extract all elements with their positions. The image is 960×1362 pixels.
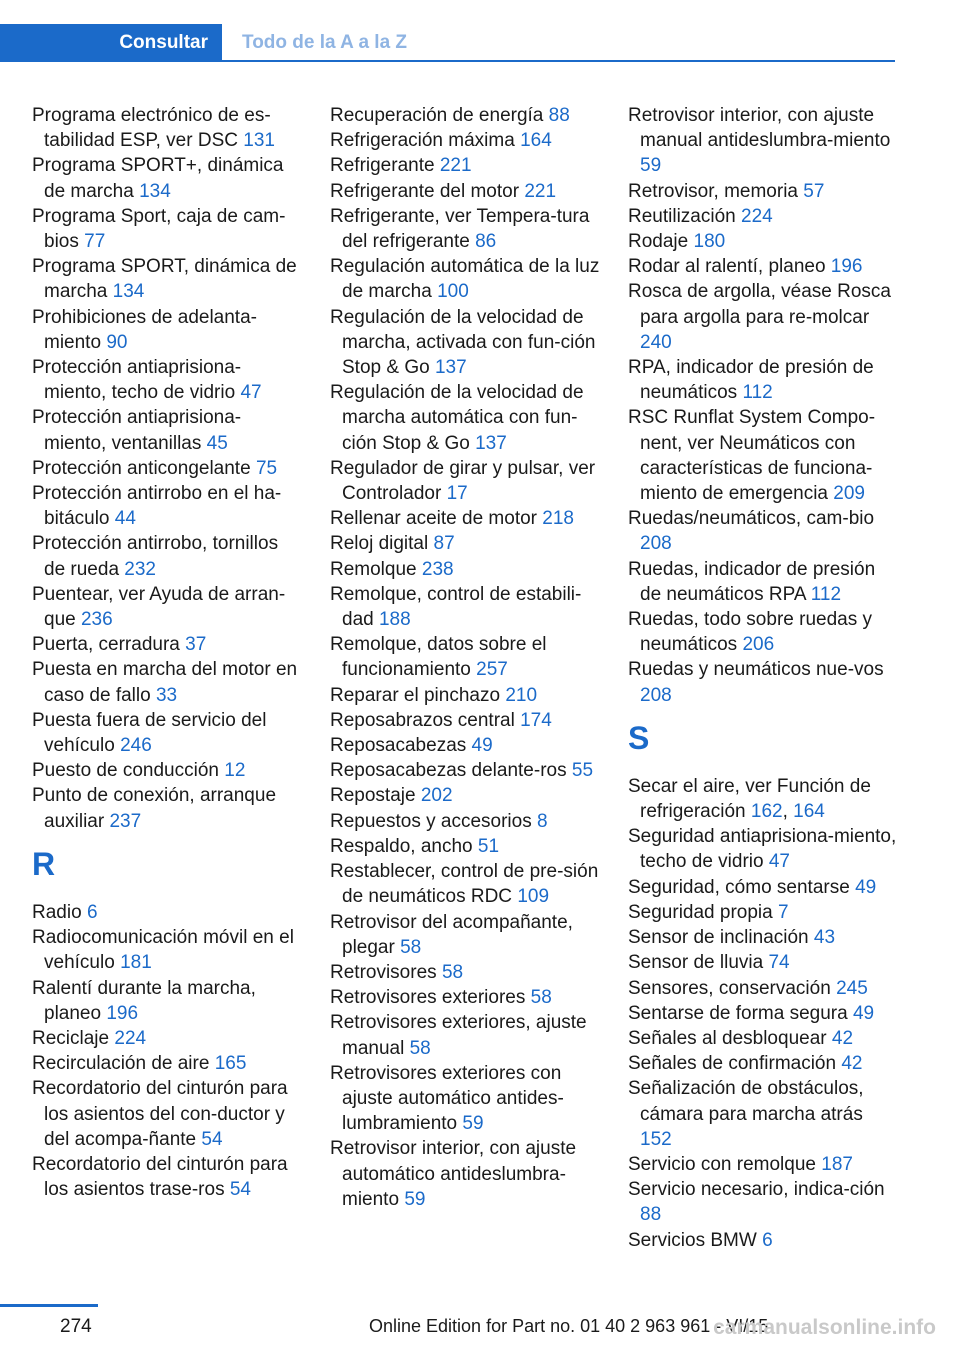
page-link[interactable]: 45	[206, 432, 228, 454]
top-bar	[0, 0, 960, 64]
page-link[interactable]: 100	[437, 281, 469, 303]
page-link[interactable]: 246	[120, 735, 152, 757]
page-link[interactable]: 59	[462, 1113, 484, 1135]
entry-text: Retrovisores exteriores con ajuste automático antides-lumbramiento	[330, 1062, 564, 1135]
index-entry	[32, 531, 302, 581]
page-link[interactable]: 7	[778, 901, 789, 923]
index-entry	[32, 405, 302, 455]
page-link[interactable]: 210	[505, 684, 538, 706]
page-link[interactable]: 88	[640, 1204, 662, 1226]
index-entry	[330, 128, 600, 153]
entry-text: Protección anticongelante	[32, 457, 251, 479]
page-link[interactable]: 75	[255, 457, 278, 479]
entry-text: Rellenar aceite de motor	[330, 508, 537, 530]
entry-text: Señales de confirmación	[628, 1053, 837, 1075]
entry-text: Señalización de obstáculos, cámara para marcha atrás	[628, 1078, 864, 1125]
page-link[interactable]: 44	[114, 508, 136, 530]
index-entry	[628, 607, 898, 657]
page-link[interactable]: 131	[243, 130, 275, 152]
entry-text: Programa SPORT, dinámica de marcha	[32, 256, 297, 303]
entry-text: Remolque	[330, 558, 417, 580]
entry-text: Ruedas/neumáticos, cam-bio	[628, 508, 875, 530]
page-link[interactable]: 17	[446, 483, 468, 505]
index-entry	[330, 910, 600, 960]
index-entry	[628, 1076, 898, 1152]
entry-text: Recuperación de energía	[330, 105, 544, 126]
index-entry	[330, 758, 600, 783]
entry-text: Sentarse de forma segura	[628, 1002, 848, 1024]
index-entry	[330, 557, 600, 582]
entry-text: Prohibiciones de adelanta-miento	[32, 306, 257, 353]
watermark: carmanualsonline.info	[713, 1316, 936, 1339]
entry-text: Radiocomunicación móvil en el vehículo	[32, 927, 294, 974]
page-link[interactable]: 51	[477, 835, 500, 857]
index-entry	[32, 582, 302, 632]
entry-text: Retrovisor interior, con ajuste automático antideslumbra-miento	[330, 1138, 577, 1210]
index-entry	[330, 179, 600, 204]
entry-text: Retrovisor, memoria	[628, 180, 798, 202]
index-column-2	[330, 103, 600, 1212]
page-link[interactable]: 6	[762, 1229, 773, 1251]
entry-text: Regulador de girar y pulsar, ver Controlador	[330, 457, 596, 505]
tab-consultar[interactable]	[0, 24, 222, 62]
index-entry	[330, 834, 600, 859]
entry-text: Protección antirrobo, tornillos de rueda	[32, 533, 279, 580]
entry-text: Refrigerante	[330, 155, 435, 177]
index-entry	[628, 875, 898, 900]
page-link[interactable]: 6	[86, 901, 98, 923]
entry-text: Remolque, datos sobre el funcionamiento	[330, 634, 547, 681]
index-entry	[628, 1228, 898, 1253]
page-link[interactable]: 164	[793, 801, 825, 823]
entry-text: Ruedas y neumáticos nue-vos	[628, 659, 884, 681]
page-link[interactable]: 109	[517, 886, 550, 908]
entry-text: Puesta fuera de servicio del vehículo	[32, 709, 267, 757]
index-entry	[628, 1026, 898, 1051]
page-link[interactable]: 42	[841, 1053, 863, 1075]
index-entry	[330, 985, 600, 1010]
entry-text: Reposacabezas	[330, 735, 467, 757]
page-link[interactable]: 12	[224, 760, 246, 782]
page-link[interactable]: 88	[548, 105, 570, 126]
entry-text: Recordatorio del cinturón para los asientos del con-ductor y del acompa-ñante	[32, 1078, 288, 1150]
page-link[interactable]: 165	[214, 1053, 247, 1075]
page-link[interactable]: 224	[741, 205, 773, 227]
index-entry	[32, 103, 302, 153]
index-column-3	[628, 103, 898, 1253]
entry-text: Regulación de la velocidad de marcha, activada con fun-ción Stop & Go	[330, 306, 596, 379]
index-entry	[32, 758, 302, 783]
page-link[interactable]: 221	[439, 155, 472, 177]
index-entry	[330, 708, 600, 733]
index-entry	[330, 582, 600, 632]
page-link[interactable]: 152	[640, 1128, 672, 1150]
page-link[interactable]: 58	[400, 936, 422, 958]
page-link[interactable]: 33	[155, 684, 178, 706]
index-entry	[330, 683, 600, 708]
index-entry	[32, 783, 302, 833]
index-entry	[32, 481, 302, 531]
index-entry	[330, 859, 600, 909]
index-entry	[330, 380, 600, 456]
index-entry	[32, 657, 302, 707]
page-number: 274	[60, 1316, 92, 1337]
index-entry	[628, 254, 898, 279]
entry-text: Programa electrónico de es-tabilidad ESP, ver DSC	[32, 105, 271, 152]
page-link[interactable]: 237	[109, 810, 142, 832]
entry-text: RSC Runflat System Compo-nent, ver Neumáticos con características de funciona-miento de emergencia	[628, 407, 876, 505]
entry-text: Repuestos y accesorios	[330, 810, 532, 832]
page-link[interactable]: 224	[114, 1027, 147, 1049]
entry-text: Restablecer, control de pre-sión de neumáticos RDC	[330, 861, 599, 908]
entry-text: Retrovisores exteriores, ajuste manual	[330, 1012, 587, 1059]
page-link[interactable]: 202	[420, 785, 453, 807]
page-link[interactable]: 59	[640, 155, 662, 177]
entry-text: Servicio con remolque	[628, 1153, 816, 1175]
page-link[interactable]: 57	[803, 180, 825, 202]
page-link[interactable]: 58	[441, 961, 464, 983]
entry-text: Retrovisores exteriores	[330, 987, 526, 1009]
index-column-1	[32, 103, 302, 1202]
index-entry	[628, 657, 898, 707]
index-entry	[628, 279, 898, 355]
page-link[interactable]: 42	[831, 1027, 854, 1049]
index-entry: Secar el aire, ver Función de refrigeración 162, 164	[628, 775, 871, 823]
entry-text: Respaldo, ancho	[330, 835, 473, 857]
page-link[interactable]: 236	[80, 609, 113, 631]
index-entry	[628, 900, 898, 925]
entry-text: Regulación automática de la luz de marcha	[330, 256, 600, 303]
entry-text: Reciclaje	[32, 1027, 110, 1049]
page-link[interactable]: 180	[693, 231, 726, 253]
entry-text: Programa SPORT+, dinámica de marcha	[32, 155, 284, 202]
page-link[interactable]: 49	[852, 1002, 875, 1024]
edition-footer: Online Edition for Part no. 01 40 2 963 961 - VI/15	[369, 1316, 769, 1336]
entry-text: Seguridad antiaprisiona-miento, techo de vidrio	[628, 826, 897, 873]
tab-consultar-label: Consultar	[119, 32, 208, 53]
entry-text: Sensor de inclinación	[628, 927, 809, 949]
page-link[interactable]: 240	[640, 331, 672, 353]
index-entry	[330, 960, 600, 985]
index-entry	[330, 506, 600, 531]
index-entry	[32, 925, 302, 975]
index-entry	[628, 103, 898, 179]
index-entry	[628, 405, 898, 506]
entry-text: Ralentí durante la marcha, planeo	[32, 977, 256, 1024]
page-link[interactable]: 58	[409, 1037, 431, 1059]
entry-text: Secar el aire, ver Función de refrigeración	[628, 775, 871, 823]
entry-text: Refrigeración máxima	[330, 130, 515, 152]
entry-text: Ruedas, indicador de presión de neumáticos RPA	[628, 558, 876, 605]
entry-text: Protección antirrobo en el ha-bitáculo	[32, 483, 282, 530]
page-link[interactable]: 54	[229, 1179, 251, 1201]
index-entry	[32, 355, 302, 405]
page-link[interactable]: 43	[813, 927, 836, 949]
page-link[interactable]: 55	[571, 760, 594, 782]
entry-text: Rosca de argolla, véase Rosca para argolla para re-molcar	[628, 281, 891, 328]
index-entry	[628, 229, 898, 254]
page-link[interactable]: 47	[240, 382, 262, 404]
section-letter: R	[32, 845, 56, 882]
section-letter: S	[628, 719, 650, 756]
index-entry	[628, 925, 898, 950]
entry-text: Sensores, conservación	[628, 977, 831, 999]
index-entry	[32, 204, 302, 254]
page-link[interactable]: 196	[830, 256, 863, 278]
page-link[interactable]: 134	[112, 281, 145, 303]
index-entry	[330, 1010, 600, 1060]
entry-text: Retrovisores	[330, 961, 437, 983]
index-entry	[330, 531, 600, 556]
index-entry	[330, 103, 600, 128]
entry-text: Señales al desbloquear	[628, 1027, 827, 1049]
page-link[interactable]: 206	[742, 634, 775, 656]
index-entry	[32, 456, 302, 481]
page-link[interactable]: 188	[378, 609, 411, 631]
page-link[interactable]: 187	[821, 1153, 853, 1175]
index-entry	[32, 708, 302, 758]
entry-text: Retrovisor del acompañante, plegar	[330, 911, 573, 958]
entry-text: Reparar el pinchazo	[330, 684, 501, 706]
index-entry	[628, 557, 898, 607]
tab-todo-a-z-label: Todo de la A a la Z	[242, 32, 408, 53]
index-entry	[32, 305, 302, 355]
index-entry	[628, 1177, 898, 1227]
index-entry	[32, 254, 302, 304]
entry-text: RPA, indicador de presión de neumáticos	[628, 357, 874, 404]
entry-text: Reposabrazos central	[330, 709, 515, 731]
index-entry	[330, 456, 600, 506]
index-entry	[628, 1152, 898, 1177]
entry-text: Seguridad, cómo sentarse	[628, 876, 850, 898]
page-link[interactable]: 49	[855, 876, 877, 898]
page-link[interactable]: 54	[201, 1128, 223, 1150]
index-entry	[628, 950, 898, 975]
index-entry	[330, 153, 600, 178]
entry-text: Remolque, control de estabili-dad	[330, 583, 582, 631]
entry-text: Rodaje	[628, 231, 689, 253]
index-entry	[628, 1001, 898, 1026]
index-entry	[330, 632, 600, 682]
page-link[interactable]: 232	[124, 558, 156, 580]
entry-text: Radio	[32, 901, 82, 923]
entry-text: Protección antiaprisiona-miento, ventanillas	[32, 407, 242, 454]
page-link[interactable]: 137	[434, 357, 467, 379]
index-entry	[32, 1076, 302, 1152]
page-link[interactable]: 137	[475, 432, 507, 454]
entry-text: Sensor de lluvia	[628, 952, 764, 974]
page-link[interactable]: 208	[640, 684, 672, 706]
page-link[interactable]: 181	[120, 952, 152, 974]
page-link[interactable]: 134	[139, 180, 171, 202]
page-link[interactable]: 87	[433, 533, 455, 555]
page-link[interactable]: 112	[810, 583, 842, 605]
page-link[interactable]: 8	[537, 810, 548, 832]
index-entry	[330, 254, 600, 304]
page-link[interactable]: 59	[404, 1188, 426, 1210]
index-entry	[628, 179, 898, 204]
page-link[interactable]: 208	[640, 533, 672, 555]
page-link[interactable]: 221	[524, 180, 557, 202]
page-link[interactable]: 74	[768, 952, 790, 974]
entry-text: Servicios BMW	[628, 1229, 757, 1251]
entry-text: Regulación de la velocidad de marcha automática con fun-ción Stop & Go	[330, 382, 584, 454]
entry-text: Refrigerante, ver Tempera-tura del refrigerante	[330, 205, 590, 253]
page-link[interactable]: 245	[836, 977, 868, 999]
entry-text: Programa Sport, caja de cam-bios	[32, 205, 286, 253]
page-link[interactable]: 47	[768, 851, 790, 873]
index-entry	[32, 632, 302, 657]
index-entry	[330, 1136, 600, 1212]
entry-text: Punto de conexión, arranque auxiliar	[32, 785, 277, 832]
entry-text: Puesta en marcha del motor en caso de fallo	[32, 659, 298, 706]
entry-text: Puentear, ver Ayuda de arran-que	[32, 583, 286, 631]
page-link[interactable]: 174	[520, 709, 552, 731]
index-entry	[330, 733, 600, 758]
page-link[interactable]: 90	[106, 331, 128, 353]
index-entry	[32, 1051, 302, 1076]
page-link[interactable]: 164	[520, 130, 552, 152]
entry-text: Puesto de conducción	[32, 760, 219, 782]
entry-text: Protección antiaprisiona-miento, techo de vidrio	[32, 357, 242, 404]
page-link[interactable]: 257	[476, 659, 508, 681]
page-link[interactable]: 37	[185, 634, 207, 656]
index-entry	[32, 1152, 302, 1202]
index-entry	[32, 1026, 302, 1051]
entry-text: Refrigerante del motor	[330, 180, 520, 202]
footer-rule	[0, 1304, 98, 1307]
entry-text: Reposacabezas delante-ros	[330, 760, 567, 782]
index-entry	[628, 976, 898, 1001]
page-link[interactable]: 218	[542, 508, 574, 530]
entry-text: Recordatorio del cinturón para los asientos trase-ros	[32, 1153, 288, 1201]
page-link[interactable]: 86	[475, 231, 497, 253]
index-entry	[330, 204, 600, 254]
tab-todo-a-z[interactable]	[242, 24, 407, 62]
index-entry	[628, 355, 898, 405]
page-link[interactable]: 77	[84, 231, 106, 253]
entry-text: Ruedas, todo sobre ruedas y neumáticos	[628, 609, 872, 656]
index-entry	[330, 305, 600, 381]
index-entry	[628, 1051, 898, 1076]
index-entry	[32, 153, 302, 203]
index-entry	[628, 506, 898, 556]
page-link[interactable]: 112	[742, 382, 773, 404]
page-link[interactable]: 162	[750, 801, 783, 823]
index-entry	[32, 900, 302, 925]
index-entry	[330, 783, 600, 808]
page-link[interactable]: 49	[471, 735, 493, 757]
entry-text: Rodar al ralentí, planeo	[628, 256, 826, 278]
index-entry	[330, 809, 600, 834]
index-entry	[628, 204, 898, 229]
page-link[interactable]: 209	[833, 483, 865, 505]
entry-text: Reloj digital	[330, 533, 429, 555]
entry-text: Retrovisor interior, con ajuste manual antideslumbra-miento	[628, 105, 891, 152]
entry-text: Seguridad propia	[628, 901, 773, 923]
index-entry	[330, 1061, 600, 1137]
page-link[interactable]: 238	[421, 558, 454, 580]
entry-text: Servicio necesario, indica-ción	[628, 1179, 885, 1201]
entry-text: Recirculación de aire	[32, 1053, 210, 1075]
page-link[interactable]: 196	[106, 1002, 139, 1024]
entry-text: Puerta, cerradura	[32, 634, 180, 656]
page-link[interactable]: 58	[530, 987, 552, 1009]
entry-text: Repostaje	[330, 785, 416, 807]
index-entry	[628, 824, 898, 874]
entry-text: Reutilización	[628, 205, 736, 227]
index-entry	[32, 976, 302, 1026]
